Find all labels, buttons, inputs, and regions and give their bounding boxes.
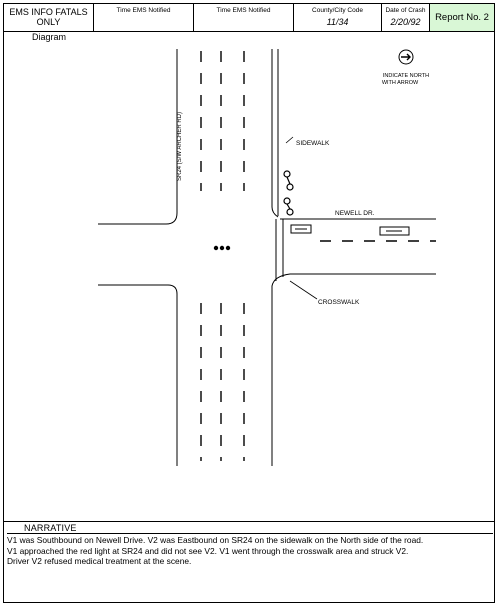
ems-info-cell [4, 4, 94, 31]
crosswalk-leader [290, 281, 317, 299]
county-city-code-label: County/City Code [312, 7, 363, 14]
date-of-crash-label: Date of Crash [385, 7, 426, 14]
ems-info-label-line1: EMS INFO FATALS [9, 7, 88, 17]
narrative-text [7, 535, 491, 567]
narrative-line: V1 was Southbound on Newell Drive. V2 was Eastbound on SR24 on the sidewalk on the North side of the road. [7, 535, 424, 545]
road-label-sr24: SR24 (S/W ARCHER RD) [177, 111, 183, 181]
north-arrow-icon [399, 50, 413, 64]
time-ems-notified-cell-2 [194, 4, 294, 31]
bicycle-v2-path [284, 171, 293, 215]
crash-report-form [3, 3, 495, 603]
vehicle-v1 [380, 227, 409, 235]
date-of-crash-cell [382, 4, 430, 31]
sr24-west-edge-south [98, 285, 177, 466]
vehicle-v1-at-crosswalk [291, 225, 311, 233]
signal-marker [214, 246, 230, 250]
narrative-line: Driver V2 refused medical treatment at the scene. [7, 556, 192, 566]
sr24-east-edge-north [272, 49, 278, 217]
report-header [4, 4, 494, 32]
sr24-west-edge-north [98, 49, 177, 224]
time-ems-notified-label-2: Time EMS Notified [216, 7, 271, 14]
time-ems-notified-cell-1 [94, 4, 194, 31]
sidewalk-label: SIDEWALK [296, 140, 330, 147]
report-number-cell [430, 4, 494, 31]
narrative-line: V1 approached the red light at SR24 and did not see V2. V1 went through the crosswalk area and struck V2. [7, 545, 409, 556]
time-ems-notified-label-1: Time EMS Notified [116, 7, 171, 14]
county-city-code-cell [294, 4, 382, 31]
street-label-newell-dr: NEWELL DR. [335, 210, 375, 217]
north-note-line1: INDICATE NORTH [382, 73, 430, 79]
diagram-section-label: Diagram [32, 32, 67, 42]
sidewalk-leader [286, 137, 293, 143]
ems-info-label-line2: ONLY [36, 17, 61, 27]
narrative-divider [7, 533, 493, 534]
crosswalk-label: CROSSWALK [318, 299, 360, 306]
narrative-section [4, 521, 494, 603]
county-city-code-value: 11/34 [326, 17, 349, 27]
date-of-crash-value: 2/20/92 [390, 17, 421, 27]
narrative-label: NARRATIVE [24, 523, 77, 533]
report-number: Report No. 2 [435, 12, 489, 23]
intersection-diagram [4, 41, 494, 521]
north-note-line2: WITH ARROW [381, 80, 419, 86]
